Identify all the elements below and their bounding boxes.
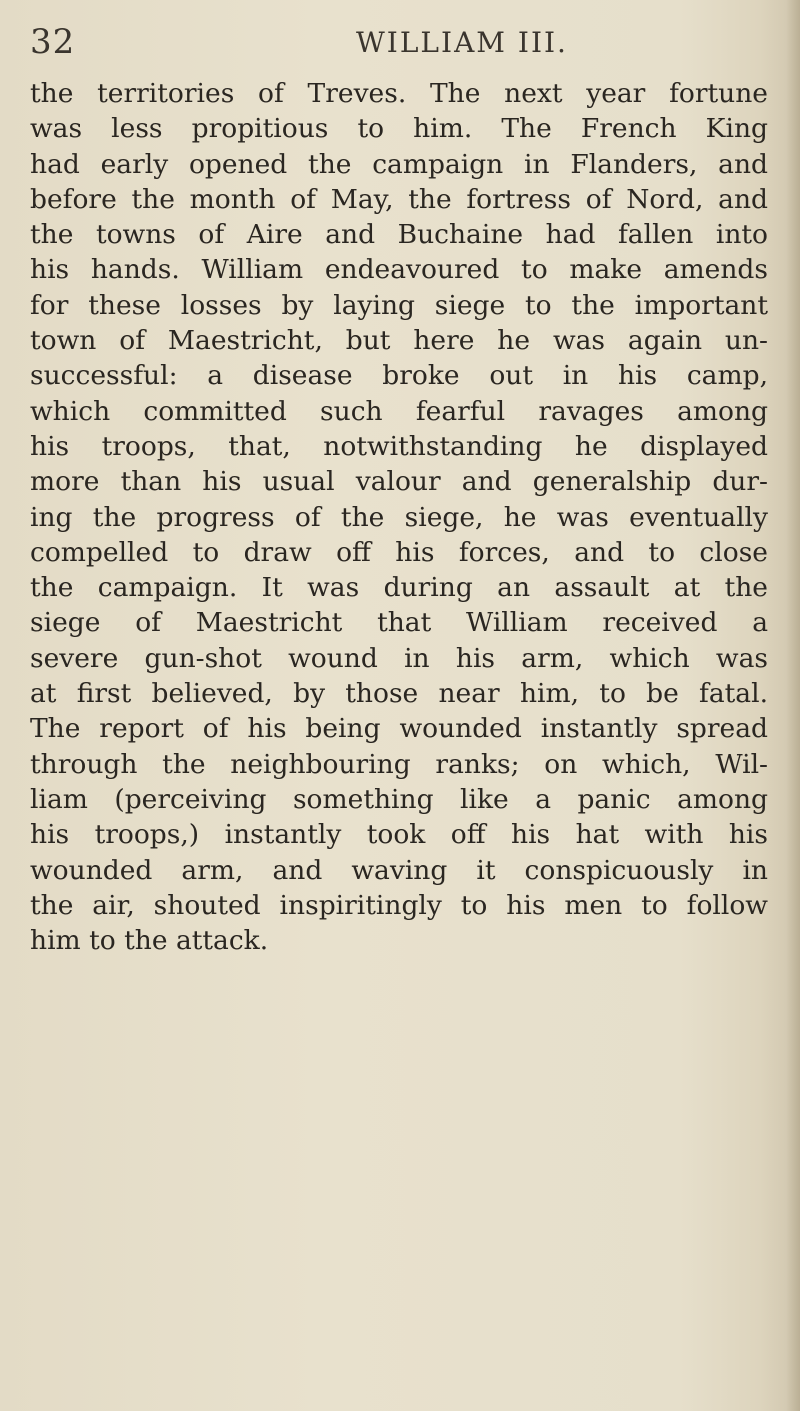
text-line: before the month of May, the fortress of Nord, and [30,183,768,215]
text-line: the territories of Treves. The next year fortune [30,78,768,109]
text-line: through the neighbouring ranks; on which, Wil- [30,748,768,780]
text-line: more than his usual valour and generalship dur- [30,466,768,498]
page-header [0,18,800,62]
text-line: at first believed, by those near him, to be fatal. [30,678,768,710]
text-line: for these losses by laying siege to the important [30,289,768,321]
text-line: his hands. William endeavoured to make amends [30,254,768,286]
text-line: wounded arm, and waving it conspicuously in [30,854,768,886]
body-paragraph [30,76,768,958]
text-line-last: him to the attack. [30,925,269,957]
running-head: WILLIAM III. [356,26,568,59]
text-line: liam (perceiving something like a panic among [30,783,768,815]
text-line: The report of his being wounded instantly spread [30,713,768,745]
text-line: severe gun-shot wound in his arm, which was [30,642,768,674]
text-line: town of Maestricht, but here he was again un- [30,325,768,357]
text-line: successful: a disease broke out in his camp, [30,360,768,392]
text-line: had early opened the campaign in Flanders, and [30,148,768,180]
text-line: his troops,) instantly took off his hat with his [30,819,768,851]
text-line: was less propitious to him. The French King [30,113,768,145]
text-line: compelled to draw off his forces, and to close [30,536,768,568]
text-line: the towns of Aire and Buchaine had fallen into [30,219,768,251]
text-line: siege of Maestricht that William received a [30,607,768,639]
page-number: 32 [30,22,76,62]
text-line: his troops, that, notwithstanding he displayed [30,430,768,462]
page-edge-shadow [786,0,800,1411]
text-line: the air, shouted inspiritingly to his men to follow [30,889,768,921]
text-line: the campaign. It was during an assault at the [30,572,768,604]
text-line: ing the progress of the siege, he was eventually [30,501,768,533]
text-line: which committed such fearful ravages among [30,395,768,427]
